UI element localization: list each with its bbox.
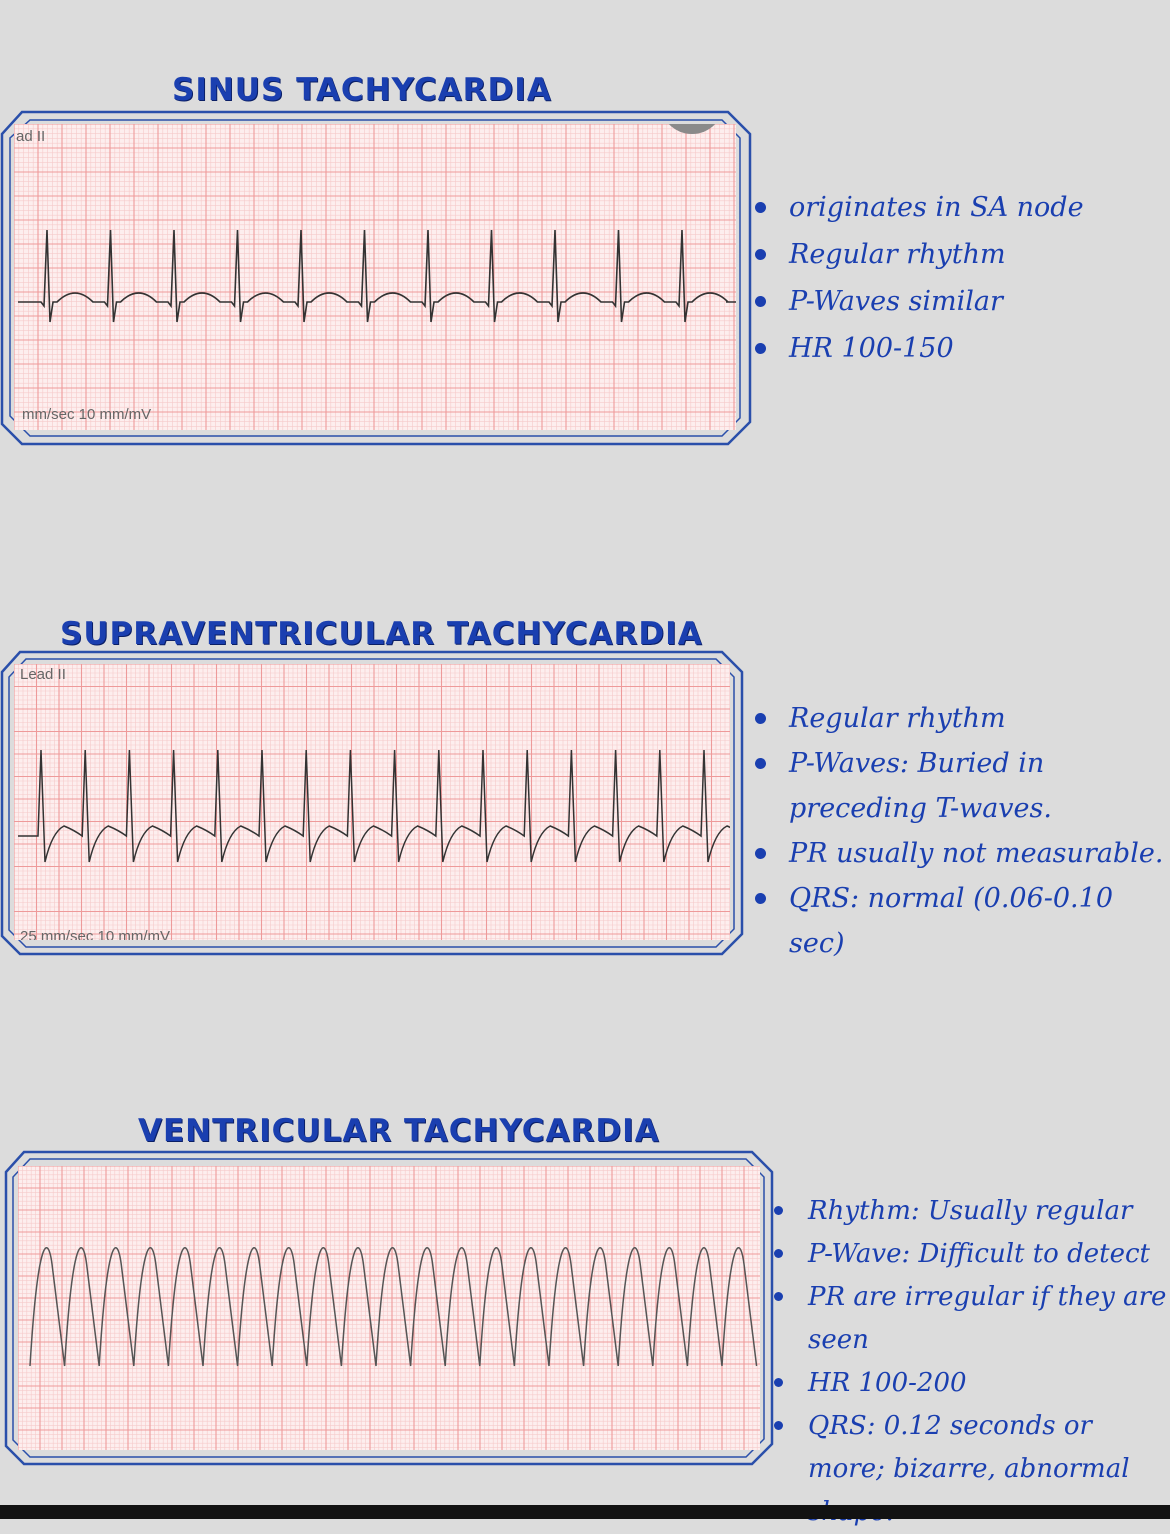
- bullet-dot-icon: [774, 1421, 783, 1430]
- ecg-grid-background: [14, 664, 730, 940]
- vt-title: VENTRICULAR TACHYCARDIA: [138, 1113, 660, 1149]
- vt-bullet-list: [774, 1190, 1170, 1534]
- svt-speed-label: 25 mm/sec 10 mm/mV: [20, 928, 171, 940]
- vt-ecg-svg: [18, 1166, 760, 1450]
- sinus-bullet-item: Regular rhythm: [755, 231, 1155, 278]
- bullet-dot-icon: [755, 713, 766, 724]
- bullet-dot-icon: [755, 758, 766, 769]
- bullet-dot-icon: [774, 1206, 783, 1215]
- bullet-dot-icon: [774, 1249, 783, 1258]
- bottom-bar: [0, 1505, 1170, 1519]
- bullet-dot-icon: [755, 848, 766, 859]
- sinus-bullet-list: [755, 184, 1155, 372]
- svt-bullet-item: QRS: normal (0.06-0.10 sec): [755, 876, 1165, 966]
- bullet-dot-icon: [774, 1292, 783, 1301]
- sinus-bullet-item: HR 100-150: [755, 325, 1155, 372]
- bullet-dot-icon: [755, 249, 766, 260]
- vt-bullet-item: Rhythm: Usually regular: [774, 1190, 1170, 1233]
- bullet-dot-icon: [755, 893, 766, 904]
- sinus-bullet-item: P-Waves similar: [755, 278, 1155, 325]
- svt-bullet-list: [755, 696, 1165, 966]
- vt-bullet-item: PR are irregular if they are seen: [774, 1276, 1170, 1362]
- vt-bullet-item: HR 100-200: [774, 1362, 1170, 1405]
- svt-bullet-item: P-Waves: Buried in preceding T-waves.: [755, 741, 1165, 831]
- sinus-bullet-item: originates in SA node: [755, 184, 1155, 231]
- bullet-dot-icon: [755, 202, 766, 213]
- ecg-grid-background: [14, 124, 736, 430]
- vt-bullet-item: P-Wave: Difficult to detect: [774, 1233, 1170, 1276]
- bullet-dot-icon: [755, 296, 766, 307]
- svt-bullet-item: PR usually not measurable.: [755, 831, 1165, 876]
- vt-ecg-strip: [18, 1166, 760, 1450]
- ecg-grid-background: [18, 1166, 760, 1450]
- svt-bullet-item: Regular rhythm: [755, 696, 1165, 741]
- sinus-speed-label: mm/sec 10 mm/mV: [22, 406, 152, 423]
- sinus-ecg-strip: [14, 124, 736, 430]
- sinus-tachycardia-title: SINUS TACHYCARDIA: [172, 72, 552, 108]
- bullet-dot-icon: [755, 343, 766, 354]
- svt-lead-label: Lead II: [20, 666, 66, 683]
- sinus-lead-label: ad II: [16, 128, 46, 145]
- svt-ecg-strip: [14, 664, 730, 940]
- svt-ecg-svg: [14, 664, 730, 940]
- bullet-dot-icon: [774, 1378, 783, 1387]
- sinus-ecg-svg: [14, 124, 736, 430]
- svt-title: SUPRAVENTRICULAR TACHYCARDIA: [60, 616, 703, 652]
- vt-bullet-item: QRS: 0.12 seconds or more; bizarre, abnormal: [774, 1405, 1170, 1534]
